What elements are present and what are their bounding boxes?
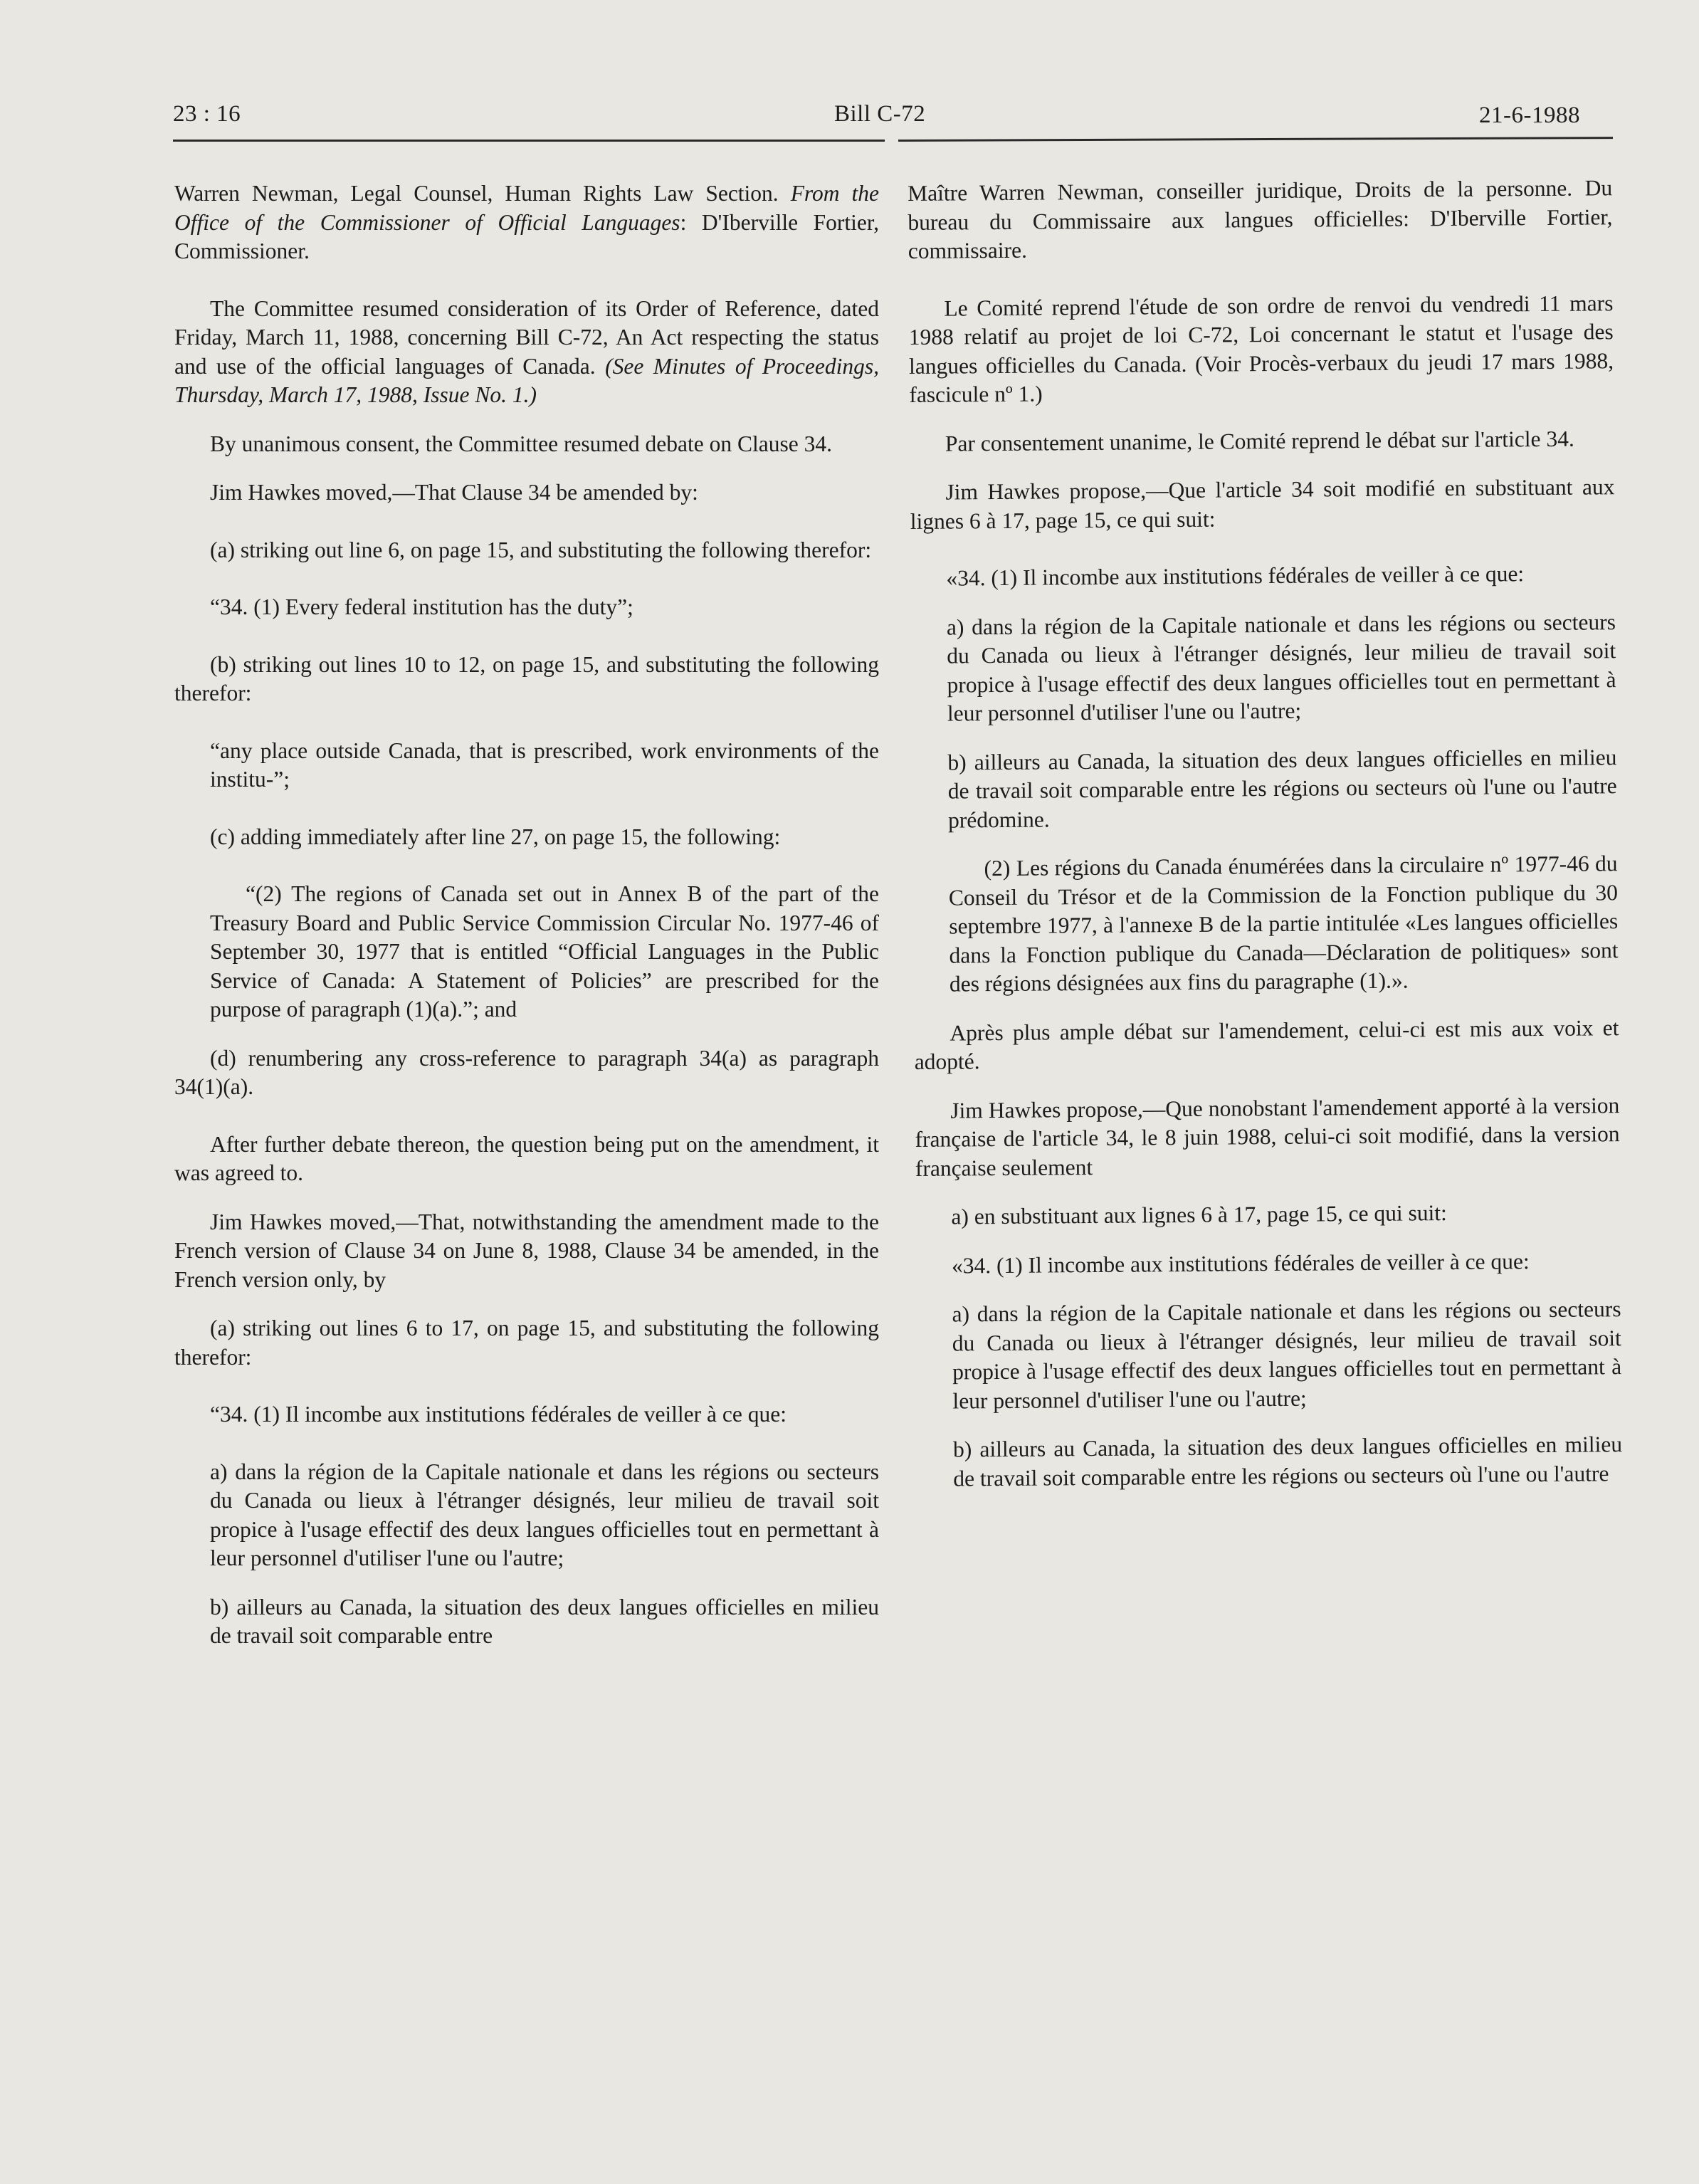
paragraph: Le Comité reprend l'étude de son ordre de renvoi du vendredi 11 mars 1988 relatif au projet de loi C-72, Loi concernant le statut et l'usage des langues officielles du Canada. (Voir Procès-verbaux du jeudi 17 mars 1988, fascicule nº 1.) (908, 290, 1614, 407)
quoted-text: b) ailleurs au Canada, la situation des deux langues officielles en milieu de travail soit comparable entre les régions ou secteurs où l'une ou l'autre prédomine. (947, 744, 1617, 833)
header-rule-left (173, 140, 885, 142)
amendment-item: a) en substituant aux lignes 6 à 17, page 15, ce qui suit: (951, 1200, 1447, 1229)
witness-paragraph: Warren Newman, Legal Counsel, Human Rights Law Section. From the Office of the Commissioner of Official Languages: D'Iberville Fortier, Commissioner. (174, 181, 880, 263)
quoted-text: a) dans la région de la Capitale nationale et dans les régions ou secteurs du Canada ou lieux à l'étranger désignés, leur milieu de travail soit propice à l'usage effectif des deux langues officielles tout en permettant à leur personnel d'utiliser l'une ou l'autre; (946, 609, 1616, 726)
quoted-text: b) ailleurs au Canada, la situation des deux langues officielles en milieu de travail soit comparable entre les régions ou secteurs où l'une ou l'autre (952, 1432, 1623, 1491)
amendment-item: (a) striking out lines 6 to 17, on page 15, and substituting the following therefor: (174, 1316, 879, 1370)
amendment-item: (b) striking out lines 10 to 12, on page 15, and substituting the following therefor: (174, 651, 879, 705)
amendment-item: (d) renumbering any cross-reference to paragraph 34(a) as paragraph 34(1)(a). (174, 1045, 879, 1099)
motion-paragraph: Jim Hawkes moved,—That, notwithstanding the amendment made to the French version of Clause 34 on June 8, 1988, Clause 34 be amended, in the French version only, by (174, 1209, 879, 1292)
motion-paragraph: Jim Hawkes propose,—Que nonobstant l'amendement apporté à la version française de l'article 34, le 8 juin 1988, celui-ci soit modifié, dans la version française seulement (915, 1092, 1620, 1181)
quoted-text: b) ailleurs au Canada, la situation des deux langues officielles en milieu de travail soit comparable entre (210, 1594, 879, 1648)
paragraph: Par consentement unanime, le Comité reprend le débat sur l'article 34. (945, 426, 1574, 456)
quoted-text: a) dans la région de la Capitale nationale et dans les régions ou secteurs du Canada ou lieux à l'étranger désignés, leur milieu de travail soit propice à l'usage effectif des deux langues officielles tout en permettant à leur personnel d'utiliser l'une ou l'autre; (210, 1459, 879, 1570)
french-column (908, 174, 1623, 1513)
quoted-text: “any place outside Canada, that is prescribed, work environments of the institu-”; (210, 737, 879, 792)
page-number: 23 : 16 (173, 101, 241, 127)
bill-title: Bill C-72 (834, 101, 926, 127)
witness-paragraph: Maître Warren Newman, conseiller juridique, Droits de la personne. Du bureau du Commissaire aux langues officielles: D'Iberville Fortier, commissaire. (908, 175, 1613, 263)
paragraph: After further debate thereon, the question being put on the amendment, it was agreed to. (174, 1131, 879, 1185)
amendment-item: (c) adding immediately after line 27, on page 15, the following: (210, 824, 781, 849)
quoted-text: a) dans la région de la Capitale nationale et dans les régions ou secteurs du Canada ou lieux à l'étranger désignés, leur milieu de travail soit propice à l'usage effectif des deux langues officielles tout en permettant à leur personnel d'utiliser l'une ou l'autre; (952, 1296, 1622, 1414)
header-rule-right (898, 137, 1613, 142)
english-column (174, 179, 879, 1671)
quoted-text: “(2) The regions of Canada set out in Annex B of the part of the Treasury Board and Public Service Commission Circular No. 1977-46 of September 30, 1977 that is entitled “Official Languages in the Public Service of Canada: A Statement of Policies” are prescribed for the purpose of paragraph (1)(a).”; and (210, 881, 879, 1022)
quoted-text: «34. (1) Il incombe aux institutions fédérales de veiller à ce que: (946, 561, 1525, 591)
motion-paragraph: Jim Hawkes propose,—Que l'article 34 soit modifié en substituant aux lignes 6 à 17, page 15, ce qui suit: (910, 474, 1615, 534)
amendment-item: (a) striking out line 6, on page 15, and substituting the following therefor: (210, 537, 872, 562)
quoted-text: «34. (1) Il incombe aux institutions fédérales de veiller à ce que: (951, 1248, 1530, 1279)
header-date: 21-6-1988 (1479, 103, 1580, 128)
quoted-text: “34. (1) Every federal institution has the duty”; (210, 594, 633, 619)
italic-span: (See Minutes of Proceedings, Thursday, March 17, 1988, Issue No. 1.) (174, 353, 879, 407)
paragraph: The Committee resumed consideration of its Order of Reference, dated Friday, March 11, 1988, concerning Bill C-72, An Act respecting the status and use of the official languages of Canada. (See Minutes of Proceedings, Thursday, March 17, 1988, Issue No. 1.) (174, 295, 879, 407)
paragraph: By unanimous consent, the Committee resumed debate on Clause 34. (210, 431, 832, 456)
paragraph: Après plus ample débat sur l'amendement, celui-ci est mis aux voix et adopté. (914, 1014, 1619, 1074)
motion-paragraph: Jim Hawkes moved,—That Clause 34 be amended by: (210, 480, 698, 505)
quoted-text: “34. (1) Il incombe aux institutions fédérales de veiller à ce que: (210, 1402, 787, 1427)
quoted-text: (2) Les régions du Canada énumérées dans la circulaire nº 1977-46 du Conseil du Trésor et de la Commission de la Fonction publique du 30 septembre 1977, à l'annexe B de la partie intitulée «Les langues officielles dans la Fonction publique du Canada—Déclaration de politiques» sont des régions désignées aux fins du paragraphe (1).». (948, 851, 1619, 997)
italic-span: From the Office of the Commissioner of Official Languages (174, 181, 880, 235)
